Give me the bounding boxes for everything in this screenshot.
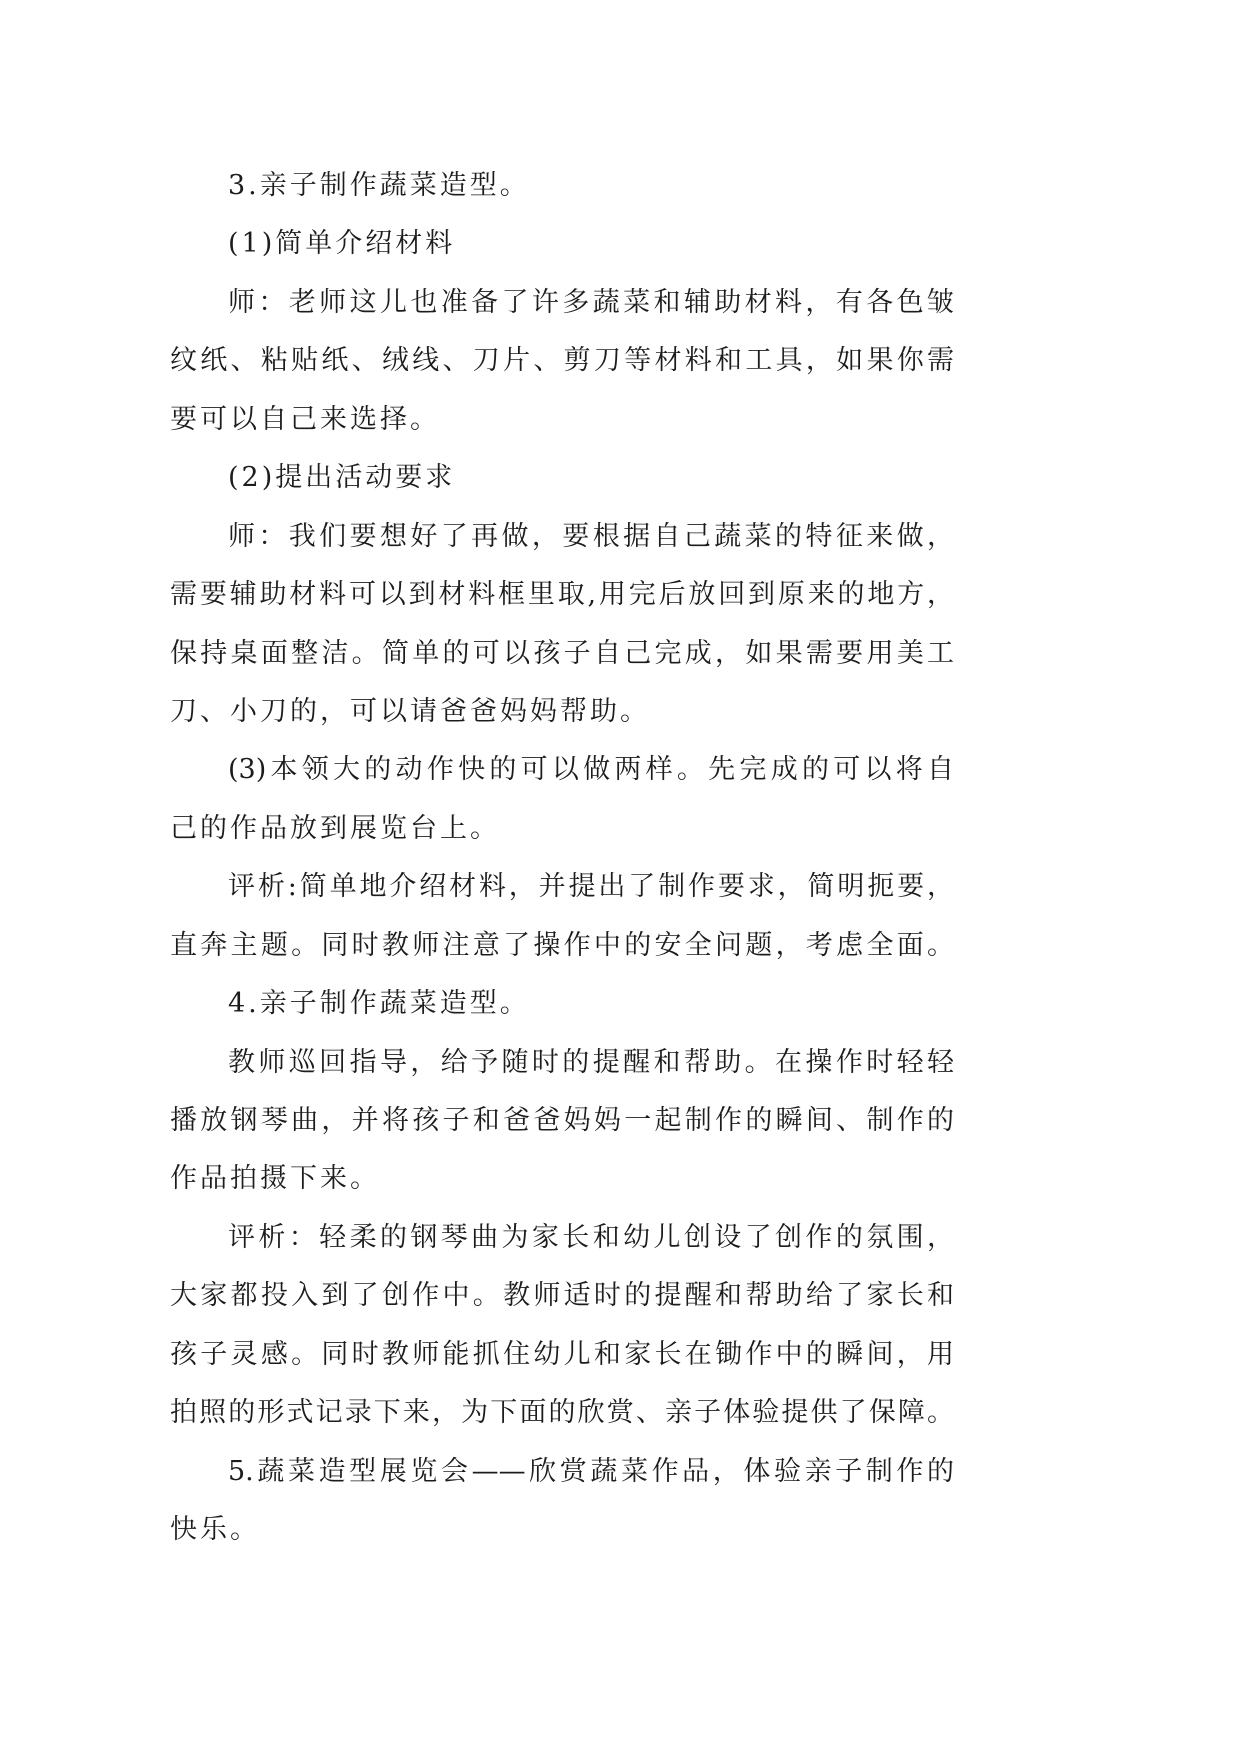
paragraph-step-3-heading	[170, 157, 954, 215]
text-line: 拍照的形式记录下来，为下面的欣赏、亲子体验提供了保障。	[170, 1397, 954, 1429]
paragraph	[170, 508, 954, 742]
text-line: 4.亲子制作蔬菜造型。	[228, 988, 530, 1020]
paragraph	[170, 274, 954, 449]
text-line: 直奔主题。同时教师注意了操作中的安全问题，考虑全面。	[170, 929, 954, 961]
text-line: (3)本领大的动作快的可以做两样。先完成的可以将自	[228, 754, 954, 786]
document-body	[170, 157, 954, 1560]
paragraph-commentary	[170, 858, 954, 975]
text-line: 需要辅助材料可以到材料框里取,用完后放回到原来的地方，	[170, 579, 954, 611]
paragraph-sub-1-heading	[170, 215, 954, 273]
text-line: 评析：轻柔的钢琴曲为家长和幼儿创设了创作的氛围，	[228, 1221, 954, 1253]
text-line: 教师巡回指导，给予随时的提醒和帮助。在操作时轻轻	[228, 1046, 954, 1078]
text-line: 孩子灵感。同时教师能抓住幼儿和家长在锄作中的瞬间，用	[170, 1338, 954, 1370]
paragraph-sub-2-heading	[170, 449, 954, 507]
text-line: 5.蔬菜造型展览会——欣赏蔬菜作品，体验亲子制作的	[228, 1455, 954, 1487]
text-line: 播放钢琴曲，并将孩子和爸爸妈妈一起制作的瞬间、制作的	[170, 1105, 954, 1136]
paragraph-step-5-heading	[170, 1443, 954, 1560]
text-line: 要可以自己来选择。	[170, 403, 440, 435]
text-line: 大家都投入到了创作中。教师适时的提醒和帮助给了家长和	[170, 1280, 954, 1312]
paragraph	[170, 1034, 954, 1209]
text-line: 师：我们要想好了再做，要根据自己蔬菜的特征来做，	[228, 520, 954, 552]
paragraph	[170, 741, 954, 858]
text-line: 己的作品放到展览台上。	[170, 812, 500, 844]
text-line: 师：老师这儿也准备了许多蔬菜和辅助材料，有各色皱	[228, 286, 954, 318]
text-line: 评析:简单地介绍材料，并提出了制作要求，简明扼要，	[228, 871, 954, 903]
paragraph-step-4-heading	[170, 975, 954, 1033]
paragraph-commentary	[170, 1209, 954, 1443]
text-line: 纹纸、粘贴纸、绒线、刀片、剪刀等材料和工具，如果你需	[170, 345, 954, 377]
text-line: 作品拍摄下来。	[170, 1163, 380, 1195]
text-line: 保持桌面整洁。简单的可以孩子自己完成，如果需要用美工	[170, 637, 954, 669]
text-line: 刀、小刀的，可以请爸爸妈妈帮助。	[170, 695, 650, 727]
text-line: 快乐。	[170, 1514, 260, 1546]
text-line: (2)提出活动要求	[228, 462, 456, 494]
text-line: (1)简单介绍材料	[228, 228, 456, 260]
text-line: 3.亲子制作蔬菜造型。	[228, 170, 530, 201]
